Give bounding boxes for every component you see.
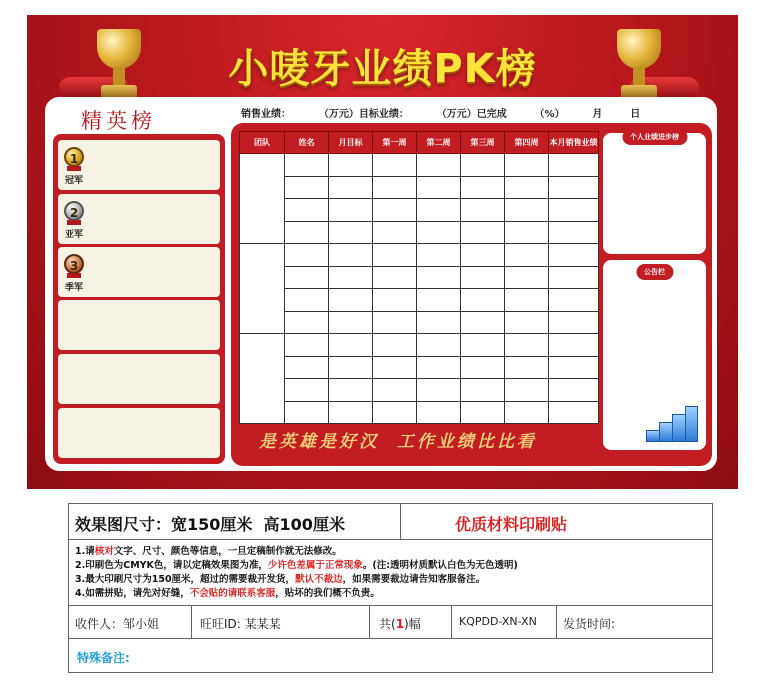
table-header: 本月销售业绩 [549, 132, 599, 154]
bronze-medal-icon: 3 [64, 254, 84, 274]
elite-card-third [58, 247, 220, 297]
note-line: 3.最大印刷尺寸为150厘米，超过的需要裁开发货，默认不裁边，如果需要裁边请告知客服备注。 [75, 574, 486, 585]
pk-table [239, 131, 599, 424]
rank-label: 冠军 [65, 176, 84, 186]
spec-header-row [69, 504, 712, 540]
gold-medal-icon: 1 [64, 147, 84, 167]
silver-medal-icon: 2 [64, 201, 84, 221]
table-header: 第二周 [417, 132, 461, 154]
note-line: 4.如需拼贴，请先对好缝，不会贴的请联系客服，贴坏的我们概不负责。 [75, 588, 380, 599]
notice-board [603, 260, 706, 450]
note-line: 1.请核对文字、尺寸、颜色等信息，一旦定稿制作就无法修改。 [75, 546, 342, 557]
elite-card-runner-up [58, 194, 220, 244]
size-text: 效果图尺寸：宽150厘米 高100厘米 [75, 515, 345, 534]
table-header: 姓名 [285, 132, 329, 154]
stairs-icon [646, 402, 698, 442]
main-panel [231, 123, 712, 466]
elite-card-champion [58, 140, 220, 190]
team-cell [240, 154, 285, 244]
note-line: 2.印刷色为CMYK色，请以定稿效果图为准，少许色差属于正常现象。(注:透明材质默认白色为无色透明) [75, 560, 518, 571]
special-note-label: 特殊备注: [77, 651, 130, 665]
board-header [27, 15, 738, 110]
order-info-row [69, 605, 712, 639]
elite-list [53, 134, 225, 464]
count-text: 共(1)幅 [379, 617, 421, 631]
board-title: 小唛牙业绩PK榜 [228, 46, 537, 92]
pk-table-wrap [239, 131, 598, 421]
quality-text: 优质材料印刷贴 [455, 515, 568, 534]
progress-label: 个人业绩进步榜 [622, 129, 687, 145]
rank-label: 季军 [65, 283, 84, 293]
order-code: KQPDD-XN-XN [459, 615, 537, 628]
sales-summary-line: 销售业绩： （万元）目标业绩： （万元）已完成 （%） 月 日 [241, 109, 641, 120]
team-cell [240, 334, 285, 424]
receiver-text: 收件人：邹小姐 [75, 617, 160, 631]
notice-label: 公告栏 [636, 264, 673, 280]
rank-label: 亚军 [65, 230, 84, 240]
table-header: 团队 [240, 132, 285, 154]
table-header: 月目标 [329, 132, 373, 154]
elite-title: 精英榜 [81, 109, 156, 133]
elite-card-empty [58, 354, 220, 404]
pk-board [27, 15, 738, 489]
table-header: 第三周 [461, 132, 505, 154]
slogan: 是英雄是好汉 工作业绩比比看 [259, 432, 537, 452]
table-header: 第一周 [373, 132, 417, 154]
spec-box [68, 503, 713, 673]
board-inner-panel [45, 97, 717, 471]
table-header: 第四周 [505, 132, 549, 154]
team-cell [240, 244, 285, 334]
progress-board [603, 133, 706, 254]
wangwang-text: 旺旺ID: 某某某 [200, 617, 281, 631]
ship-time-label: 发货时间: [563, 617, 616, 631]
elite-card-empty [58, 408, 220, 458]
notes-list [75, 545, 518, 601]
elite-card-empty [58, 300, 220, 350]
